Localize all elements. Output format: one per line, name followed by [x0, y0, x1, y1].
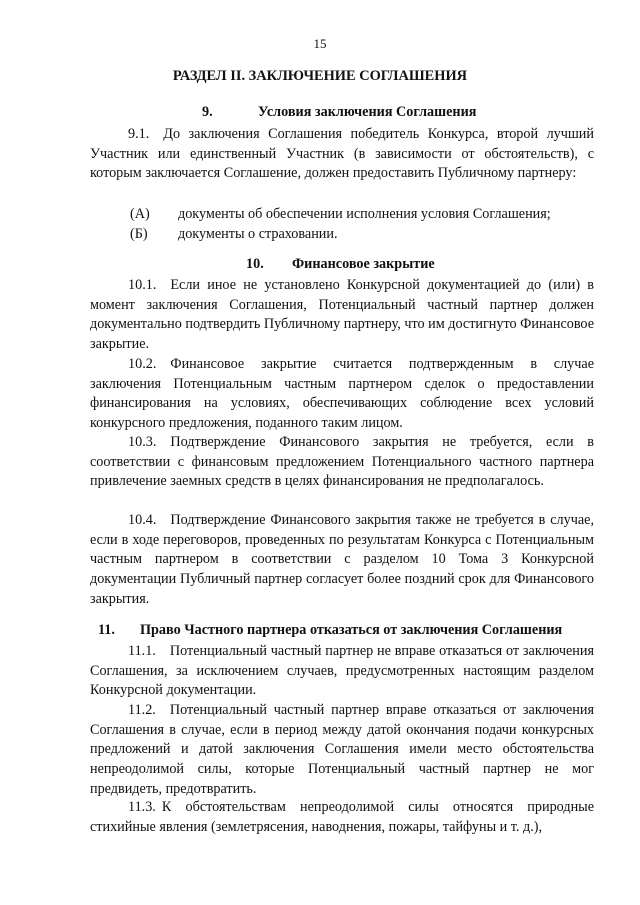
paragraph-11-1-number: 11.1. [128, 643, 156, 659]
list-item-a-mark: (А) [130, 206, 150, 222]
list-item-a [130, 204, 551, 224]
paragraph-10-4-text: Подтверждение Финансового закрытия также не требуется в случае, если в ходе переговоров, проведенных по результатам Конкурса с Потенциальным частным партнером в соответствии с разделом 10 Тома 3 Конкурсной документации Публичный партнер согласует более поздний срок для Финансового закрытия. [90, 512, 594, 607]
paragraph-11-2-text: Потенциальный частный партнер вправе отказаться от заключения Соглашения в случае, если в период между датой окончания подачи конкурсных предложений и датой заключения Соглашения имели место обстоятельства непреодолимой силы, которые Потенциальный частный партнер не мог предвидеть, предотвратить. [90, 702, 594, 797]
paragraph-10-3 [90, 433, 594, 492]
list-item-a-text: документы об обеспечении исполнения условия Соглашения; [178, 206, 551, 222]
paragraph-9-1-number: 9.1. [128, 126, 150, 142]
paragraph-11-2-number: 11.2. [128, 702, 156, 718]
heading-10-number: 10. [246, 256, 264, 272]
heading-10 [246, 256, 435, 273]
paragraph-11-1-text: Потенциальный частный партнер не вправе отказаться от заключения Соглашения, за исключением случаев, предусмотренных настоящим разделом Конкурсной документации. [90, 643, 594, 699]
paragraph-11-2 [90, 701, 594, 800]
paragraph-10-3-number: 10.3. [128, 434, 157, 450]
heading-9-title: Условия заключения Соглашения [258, 104, 477, 120]
paragraph-9-1 [90, 125, 594, 184]
paragraph-9-1-text: До заключения Соглашения победитель Конкурса, второй лучший Участник или единственный Участник (в зависимости от обстоятельств), с которым заключается Соглашение, должен предоставить Публичному партнеру: [90, 126, 594, 182]
paragraph-10-4 [90, 511, 594, 610]
section-title: РАЗДЕЛ II. ЗАКЛЮЧЕНИЕ СОГЛАШЕНИЯ [172, 68, 468, 84]
paragraph-11-3-text: К обстоятельствам непреодолимой силы относятся природные стихийные явления (землетрясения, наводнения, пожары, тайфуны и т. д.), [90, 799, 594, 835]
heading-11-title: Право Частного партнера отказаться от заключения Соглашения [140, 622, 563, 638]
paragraph-10-1-number: 10.1. [128, 277, 157, 293]
list-item-b [130, 224, 338, 244]
list-item-b-mark: (Б) [130, 226, 148, 242]
paragraph-11-3-number: 11.3. [128, 799, 156, 815]
page-number: 15 [313, 36, 327, 51]
heading-9-number: 9. [202, 104, 213, 120]
heading-9 [202, 104, 476, 121]
heading-11 [98, 622, 562, 639]
paragraph-10-2-text: Финансовое закрытие считается подтвержденным в случае заключения Потенциальным частным партнером сделок о предоставлении финансирования на условиях, обеспечивающих соблюдение всех условий конкурсного предложения, поданного таким лицом. [90, 356, 594, 432]
paragraph-10-1 [90, 276, 594, 355]
paragraph-10-1-text: Если иное не установлено Конкурсной документацией до (или) в момент заключения Соглашения, Потенциальный частный партнер должен документально подтвердить Публичному партнеру, что им достигнуто Финансовое закрытие. [90, 277, 594, 353]
paragraph-10-3-text: Подтверждение Финансового закрытия не требуется, если в соответствии с финансовым предложением Потенциального частного партнера привлечение заемных средств в целях финансирования не предполагалось. [90, 434, 594, 490]
list-item-b-text: документы о страховании. [178, 226, 338, 242]
paragraph-11-3 [90, 798, 594, 837]
heading-11-number: 11. [98, 622, 115, 638]
paragraph-11-1 [90, 642, 594, 701]
heading-10-title: Финансовое закрытие [292, 256, 435, 272]
paragraph-10-2-number: 10.2. [128, 356, 157, 372]
paragraph-10-4-number: 10.4. [128, 512, 157, 528]
paragraph-10-2 [90, 355, 594, 434]
